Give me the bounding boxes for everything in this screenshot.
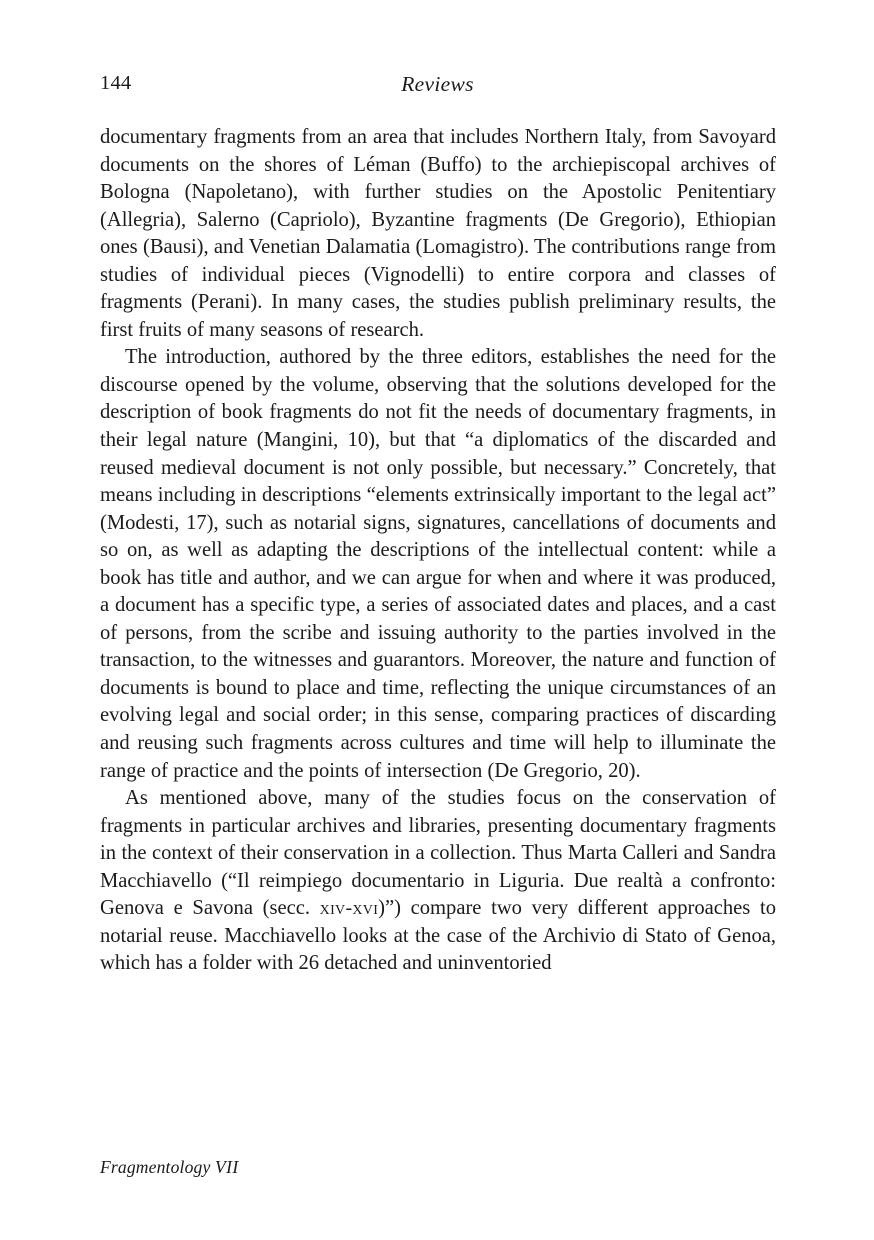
running-title: Reviews xyxy=(401,72,474,96)
journal-footer xyxy=(100,1157,239,1178)
page-number: 144 xyxy=(100,72,132,94)
journal-volume: VII xyxy=(215,1157,239,1177)
body-text-block xyxy=(100,124,776,978)
paragraph-intro-continued: documentary fragments from an area that includes Northern Italy, from Savoyard documents on the shores of Léman (Buffo) to the archiepiscopal archives of Bologna (Napoletano), with further studies on the Apostolic Penitentiary (Allegria), Salerno (Capriolo), Byzantine fragments (De Gregorio), Ethiopian ones (Bausi), and Venetian Dalamatia (Lomagistro). The contributions range from studies of individual pieces (Vignodelli) to entire corpora and classes of fragments (Perani). In many cases, the studies publish preliminary results, the first fruits of many seasons of research. xyxy=(100,126,776,341)
paragraph-introduction: The introduction, authored by the three editors, establishes the need for the discourse opened by the volume, observing that the solutions developed for the description of book fragments do not fit the needs of documentary fragments, in their legal nature (Mangini, 10), but that “a diplomatics of the discarded and reused medieval document is not only possible, but necessary.” Concretely, that means including in descriptions “elements extrinsically important to the legal act” (Modesti, 17), such as notarial signs, signatures, cancellations of documents and so on, as well as adapting the descriptions of the intellectual content: while a book has title and author, and we can argue for when and where it was produced, a document has a specific type, a series of associated dates and places, and a cast of persons, from the scribe and issuing authority to the parties involved in the transaction, to the witnesses and guarantors. Moreover, the nature and function of documents is bound to place and time, reflecting the unique circumstances of an evolving legal and social order; in this sense, comparing practices of discarding and reusing such fragments across cultures and time will help to illuminate the range of practice and the points of intersection (De Gregorio, 20). xyxy=(100,346,777,782)
journal-title: Fragmentology xyxy=(100,1157,211,1177)
running-head xyxy=(100,72,775,102)
paragraph-conservation: As mentioned above, many of the studies focus on the conservation of fragments in particular archives and libraries, presenting documentary fragments in the context of their conservation in a collection. Thus Marta Calleri and Sandra Macchiavello (“Il reimpiego documentario in Liguria. Due realtà a confronto: Genova e Savona (secc. xiv-xvi)”) compare two very different approaches to notarial reuse. Macchiavello looks at the case of the Archivio di Stato of Genoa, which has a folder with 26 detached and uninventoried xyxy=(100,787,776,975)
